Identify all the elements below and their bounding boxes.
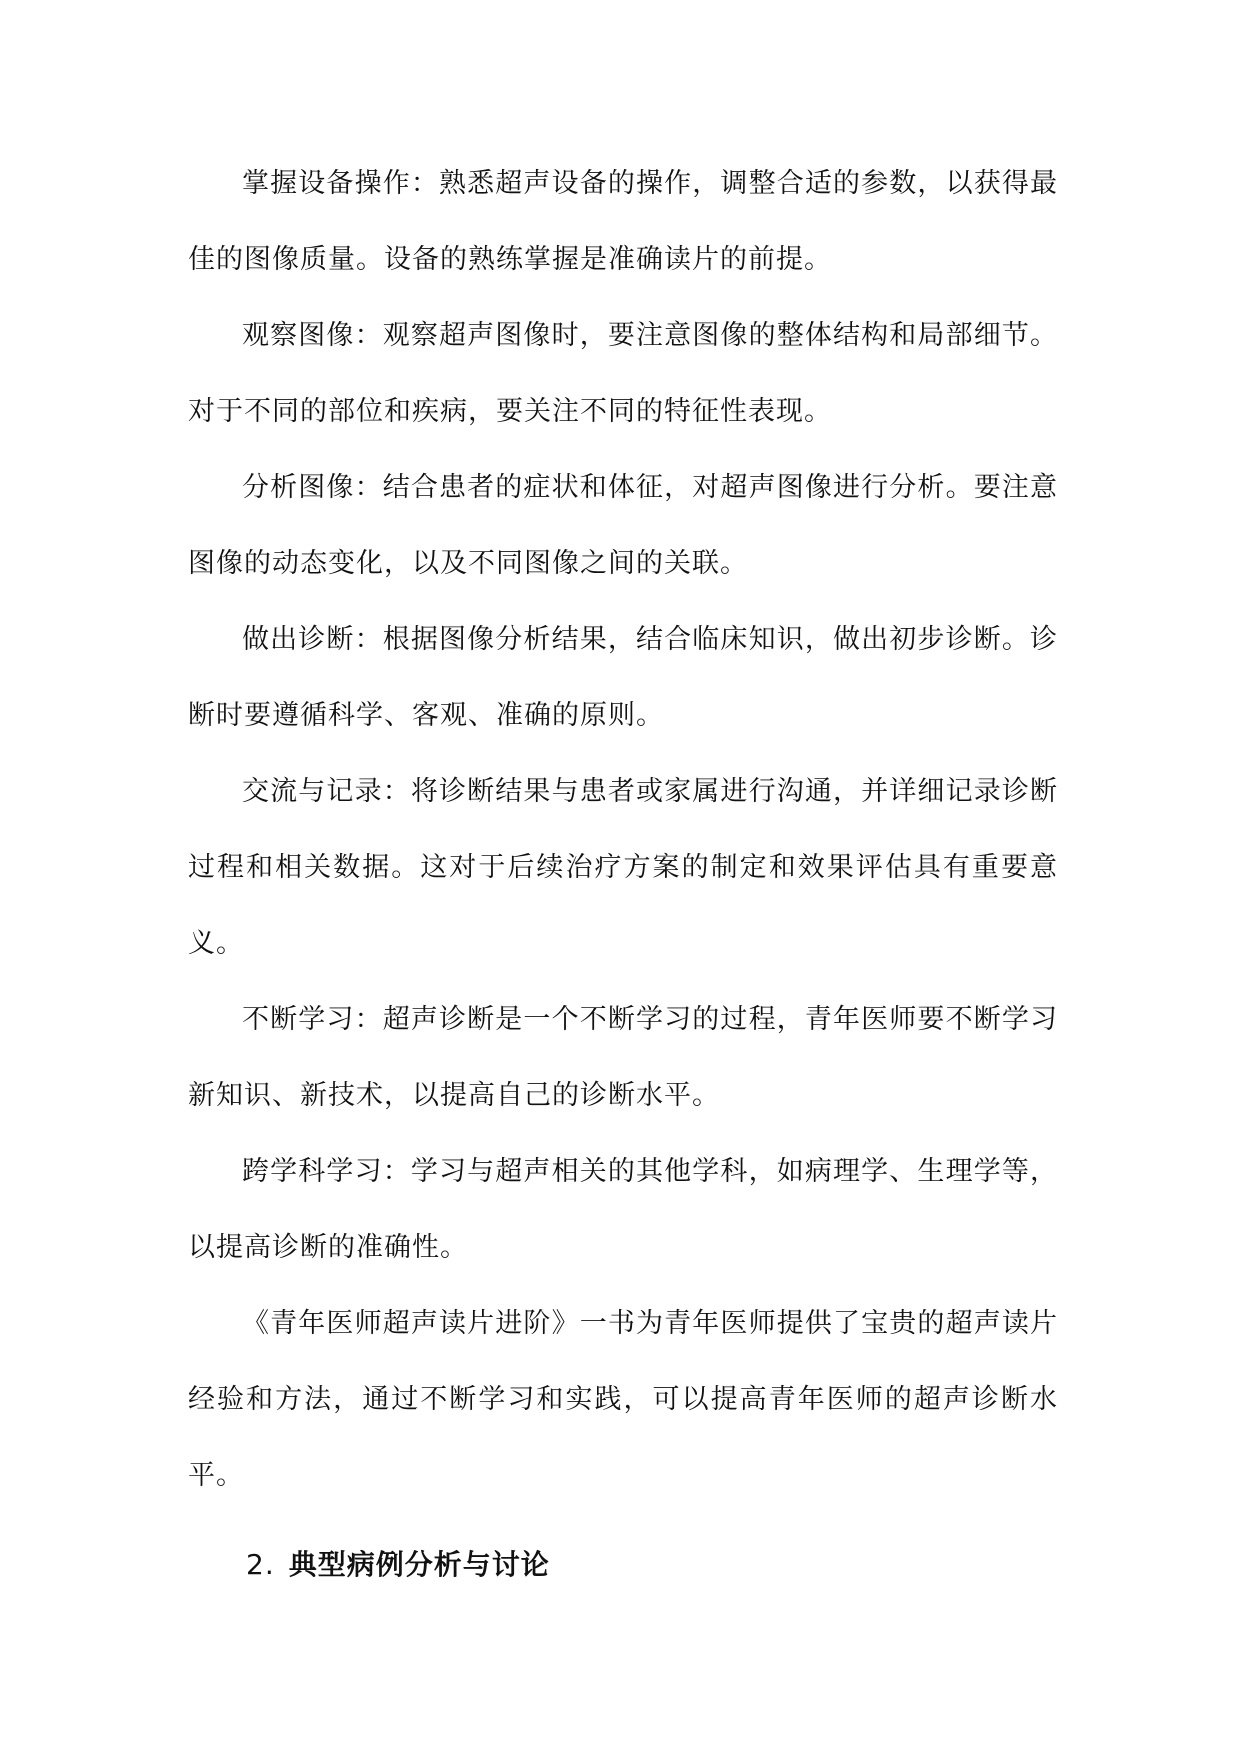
section-heading — [246, 1545, 550, 1585]
paragraph-interdisciplinary-learning: 跨学科学习：学习与超声相关的其他学科，如病理学、生理学等，以提高诊断的准确性。 — [188, 1156, 1058, 1263]
paragraph-continuous-learning: 不断学习：超声诊断是一个不断学习的过程，青年医师要不断学习新知识、新技术，以提高自己的诊断水平。 — [188, 1004, 1058, 1111]
paragraph-make-diagnosis: 做出诊断：根据图像分析结果，结合临床知识，做出初步诊断。诊断时要遵循科学、客观、准确的原则。 — [188, 624, 1058, 731]
paragraph-observe-image: 观察图像：观察超声图像时，要注意图像的整体结构和局部细节。对于不同的部位和疾病，要关注不同的特征性表现。 — [188, 320, 1058, 427]
section-title: 典型病例分析与讨论 — [288, 1548, 550, 1581]
body-text — [188, 146, 1058, 1514]
paragraph-analyze-image: 分析图像：结合患者的症状和体征，对超声图像进行分析。要注意图像的动态变化，以及不同图像之间的关联。 — [188, 472, 1058, 579]
section-number: 2. — [246, 1548, 275, 1581]
paragraph-equipment-operation: 掌握设备操作：熟悉超声设备的操作，调整合适的参数，以获得最佳的图像质量。设备的熟练掌握是准确读片的前提。 — [188, 168, 1058, 275]
paragraph-communication-record: 交流与记录：将诊断结果与患者或家属进行沟通，并详细记录诊断过程和相关数据。这对于后续治疗方案的制定和效果评估具有重要意义。 — [188, 776, 1058, 959]
paragraph-book-summary: 《青年医师超声读片进阶》一书为青年医师提供了宝贵的超声读片经验和方法，通过不断学习和实践，可以提高青年医师的超声诊断水平。 — [188, 1308, 1058, 1491]
